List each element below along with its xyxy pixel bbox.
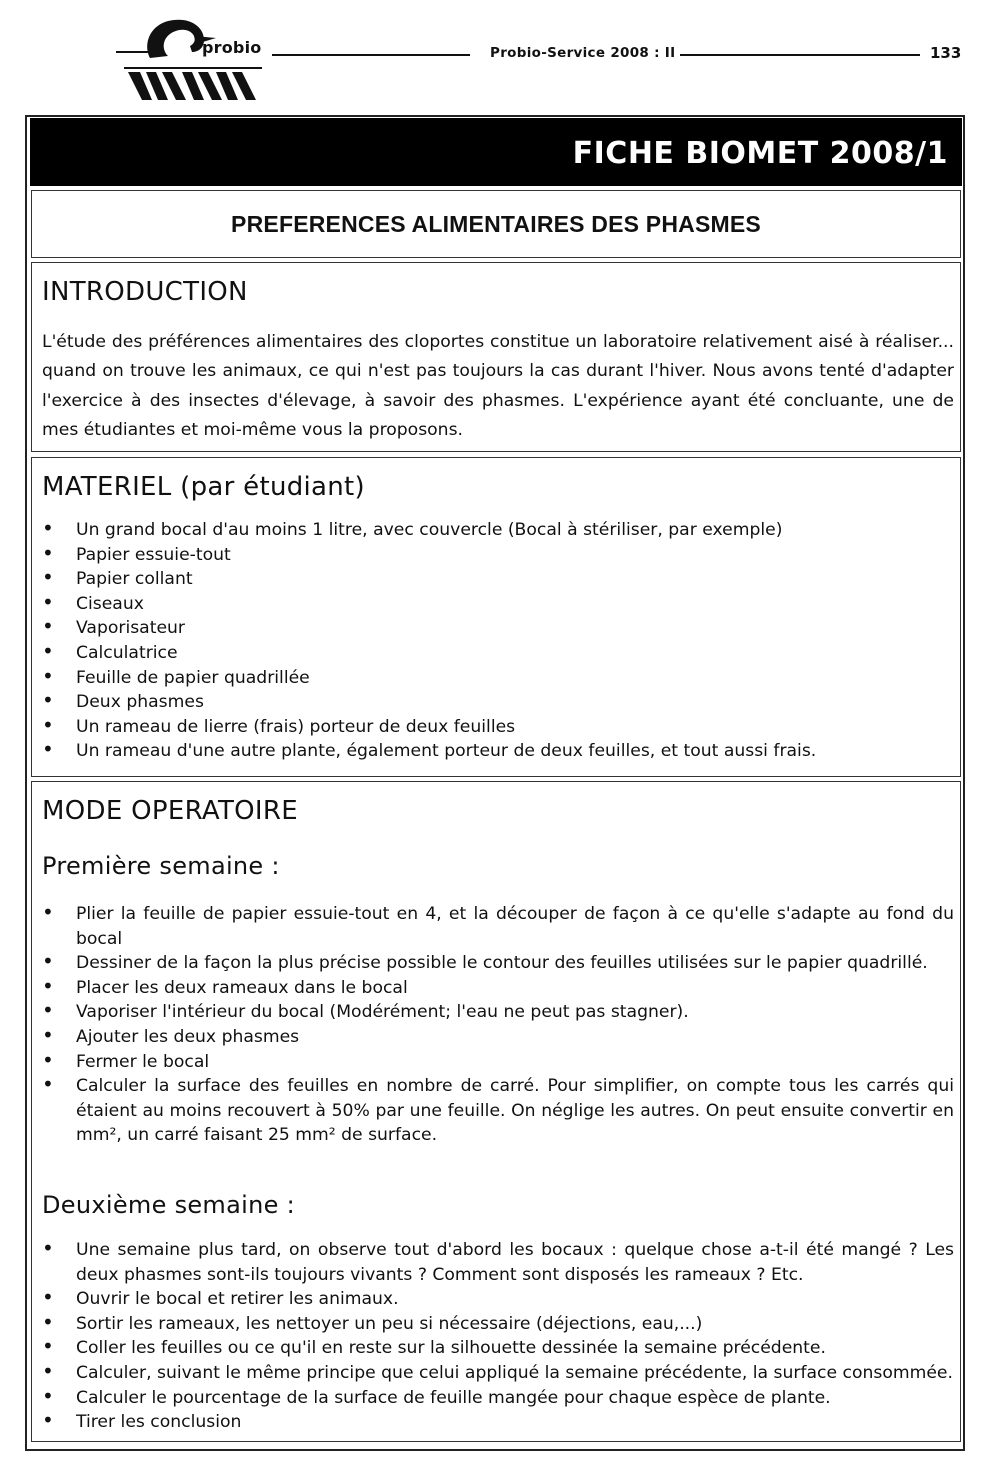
- bullet-icon: •: [42, 589, 54, 614]
- header-rule-right: [680, 54, 920, 56]
- list-item-text: Calculer le pourcentage de la surface de feuille mangée pour chaque espèce de plante.: [76, 1387, 831, 1408]
- list-item-text: Coller les feuilles ou ce qu'il en reste sur la silhouette dessinée la semaine précédente.: [76, 1338, 826, 1359]
- list-item-text: Vaporisateur: [76, 618, 185, 639]
- list-item: [38, 518, 954, 543]
- list-item: [38, 1022, 954, 1050]
- list-item: [38, 1309, 954, 1337]
- bullet-icon: •: [42, 638, 54, 663]
- bullet-icon: •: [42, 737, 54, 762]
- list-item-text: Un grand bocal d'au moins 1 litre, avec couvercle (Bocal à stériliser, par exemple): [76, 520, 783, 540]
- bullet-icon: •: [42, 1022, 54, 1047]
- list-item-text: Feuille de papier quadrillée: [76, 667, 310, 688]
- list-item-text: Placer les deux rameaux dans le bocal: [76, 977, 408, 998]
- materiel-section: [31, 457, 961, 777]
- bullet-icon: •: [42, 900, 54, 924]
- document-subtitle: PREFERENCES ALIMENTAIRES DES PHASMES: [231, 211, 761, 237]
- list-item: [38, 690, 954, 715]
- list-item-text: Ouvrir le bocal et retirer les animaux.: [76, 1289, 399, 1310]
- list-item-text: Vaporiser l'intérieur du bocal (Modérément; l'eau ne peut pas stagner).: [76, 1002, 689, 1023]
- list-item: [38, 1074, 954, 1148]
- week2-heading: Deuxième semaine :: [42, 1191, 295, 1219]
- list-item-text: Une semaine plus tard, on observe tout d'abord les bocaux : quelque chose a-t-il été mangé ? Les deux phasmes sont-ils toujours vivants ? Comment sont disposés les rameaux ? Etc.: [76, 1240, 954, 1285]
- week1-list: [38, 902, 954, 1148]
- bullet-icon: •: [42, 663, 54, 688]
- bullet-icon: •: [42, 1236, 54, 1260]
- bullet-icon: •: [42, 540, 54, 565]
- bullet-icon: •: [42, 998, 54, 1023]
- introduction-text: L'étude des préférences alimentaires des cloportes constitue un laboratoire relativement aisé à réaliser... quand on trouve les animaux, ce qui n'est pas toujours la cas durant l'hiver. Nous avons tenté d'adapter l'exercice à des insectes d'élevage, à savoir des phasmes. L'expérience ayant été concluante, une de mes étudiantes et moi-même vous la proposons.: [42, 332, 954, 440]
- list-item: [38, 616, 954, 641]
- bullet-icon: •: [42, 1072, 54, 1097]
- list-item-text: Un rameau d'une autre plante, également porteur de deux feuilles, et tout aussi frais.: [76, 741, 817, 762]
- list-item-text: Dessiner de la façon la plus précise possible le contour des feuilles utilisées sur le papier quadrillé.: [76, 953, 928, 974]
- list-item-text: Un rameau de lierre (frais) porteur de deux feuilles: [76, 716, 516, 737]
- header-rule-left: [272, 54, 470, 56]
- list-item: [38, 712, 954, 740]
- list-item: [38, 540, 954, 568]
- bullet-icon: •: [42, 1309, 54, 1334]
- bullet-icon: •: [42, 973, 54, 998]
- materiel-list: [38, 518, 954, 764]
- mode-operatoire-heading: MODE OPERATOIRE: [42, 796, 298, 826]
- list-item: [38, 973, 954, 1001]
- list-item: [38, 1410, 954, 1435]
- list-item: [38, 1383, 954, 1411]
- list-item-text: Calculer la surface des feuilles en nombre de carré. Pour simplifier, on compte tous les carrés qui étaient au moins recouvert à 50% par une feuille. On néglige les autres. On peut ensuite convertir en mm², un carré faisant 25 mm² de surface.: [76, 1076, 954, 1146]
- list-item-text: Deux phasmes: [76, 692, 204, 713]
- series-label: Probio-Service 2008 : II: [490, 45, 676, 61]
- materiel-heading: MATERIEL (par étudiant): [42, 472, 366, 502]
- list-item: [38, 663, 954, 691]
- list-item: [38, 1000, 954, 1025]
- introduction-heading: INTRODUCTION: [42, 277, 248, 307]
- list-item: [38, 567, 954, 592]
- subtitle-box: [31, 190, 961, 258]
- list-item: [38, 951, 954, 976]
- bullet-icon: •: [42, 1285, 54, 1310]
- list-item-text: Calculer, suivant le même principe que celui appliqué la semaine précédente, la surface consommée.: [76, 1362, 953, 1383]
- list-item-text: Papier collant: [76, 569, 193, 590]
- week2-list: [38, 1238, 954, 1435]
- list-item-text: Calculatrice: [76, 642, 178, 663]
- list-item: [38, 902, 954, 951]
- list-item-text: Fermer le bocal: [76, 1051, 210, 1072]
- list-item: [38, 638, 954, 666]
- week1-heading: Première semaine :: [42, 852, 280, 880]
- bullet-icon: •: [42, 1383, 54, 1408]
- introduction-section: [31, 262, 961, 452]
- page-number: 133: [930, 44, 962, 62]
- bullet-icon: •: [42, 712, 54, 737]
- sheet-title: FICHE BIOMET 2008/1: [572, 136, 948, 171]
- list-item: [38, 1336, 954, 1361]
- mode-operatoire-section: [31, 781, 961, 1442]
- list-item: [38, 1238, 954, 1287]
- list-item: [38, 1047, 954, 1075]
- bullet-icon: •: [42, 1334, 54, 1359]
- bullet-icon: •: [42, 614, 54, 639]
- list-item-text: Ciseaux: [76, 593, 144, 614]
- bullet-icon: •: [42, 688, 54, 713]
- list-item-text: Tirer les conclusion: [76, 1412, 242, 1433]
- bullet-icon: •: [42, 516, 54, 540]
- logo-text: probio: [202, 38, 262, 57]
- list-item-text: Sortir les rameaux, les nettoyer un peu si nécessaire (déjections, eau,...): [76, 1313, 703, 1334]
- bullet-icon: •: [42, 565, 54, 590]
- list-item-text: Ajouter les deux phasmes: [76, 1026, 300, 1047]
- title-banner: [30, 118, 962, 186]
- list-item: [38, 739, 954, 764]
- list-item: [38, 1287, 954, 1312]
- probio-logo: [112, 12, 272, 104]
- bullet-icon: •: [42, 1047, 54, 1072]
- list-item-text: Papier essuie-tout: [76, 544, 231, 565]
- list-item: [38, 1358, 954, 1386]
- list-item: [38, 589, 954, 617]
- bullet-icon: •: [42, 949, 54, 974]
- bullet-icon: •: [42, 1358, 54, 1383]
- bullet-icon: •: [42, 1408, 54, 1433]
- list-item-text: Plier la feuille de papier essuie-tout en 4, et la découper de façon à ce qu'elle s'adapte au fond du bocal: [76, 904, 954, 949]
